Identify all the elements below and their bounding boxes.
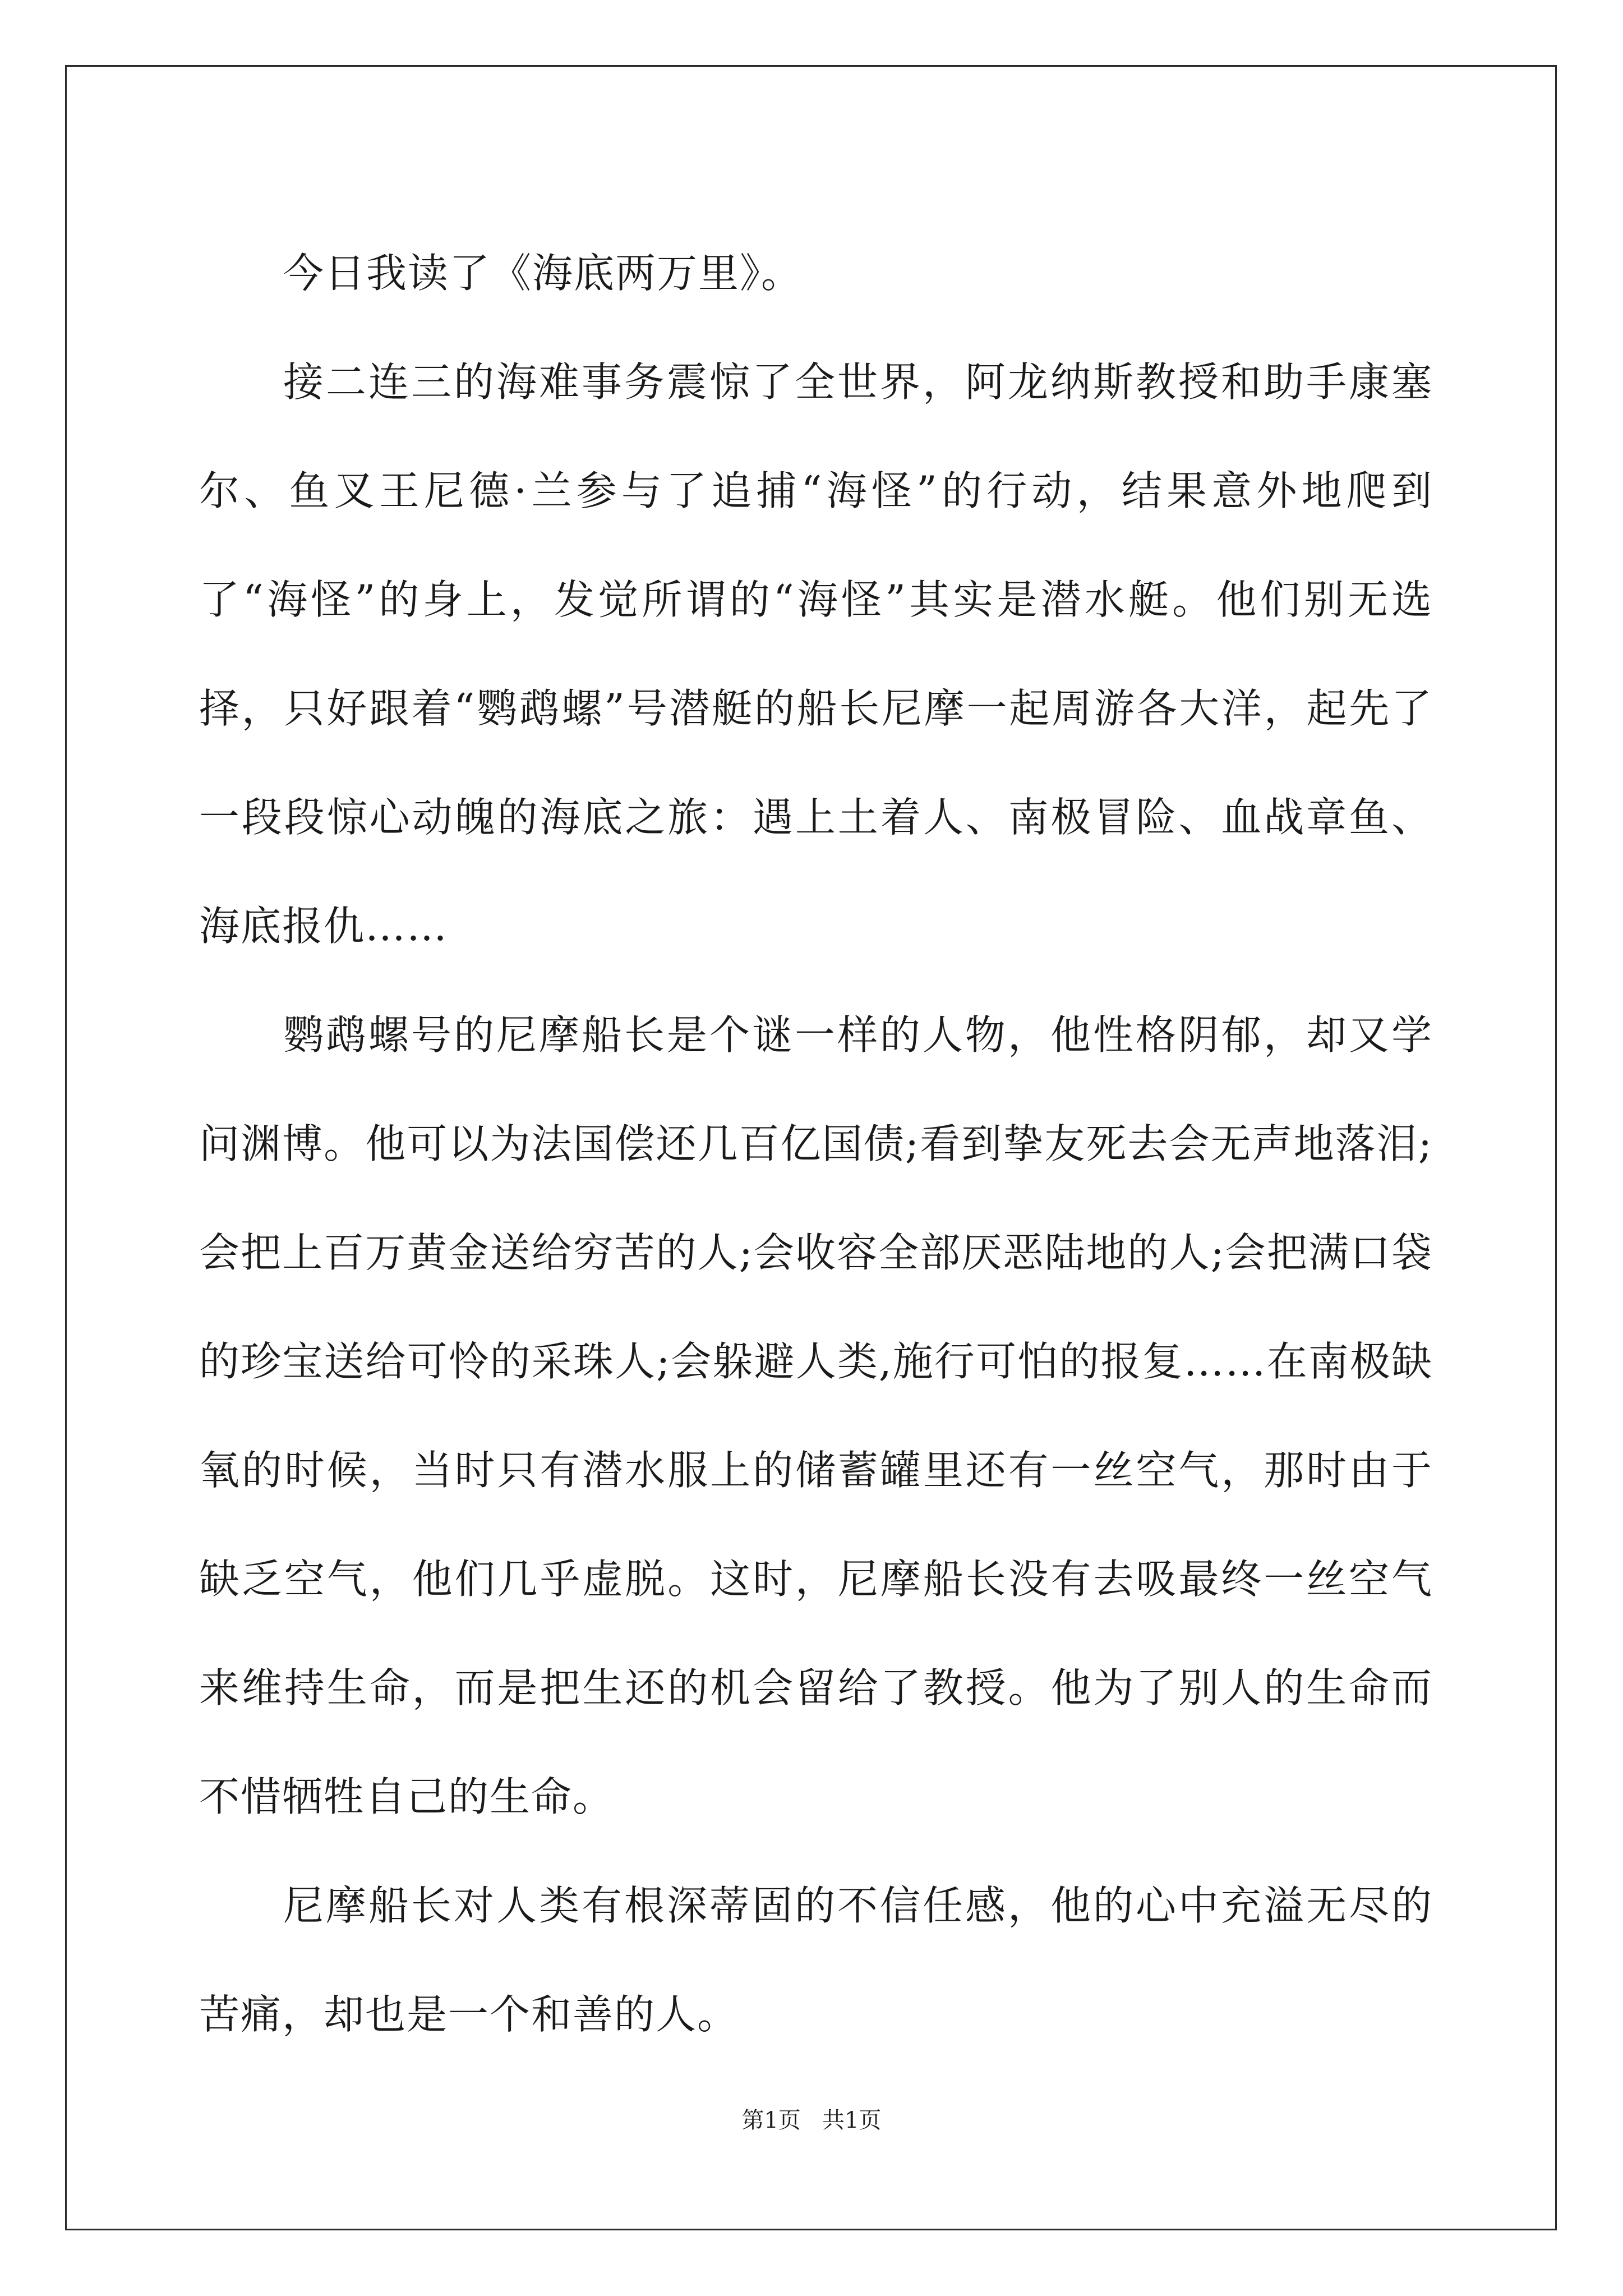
page-number-footer: 第1页 共1页 <box>741 2108 882 2133</box>
paragraph-intro: 今日我读了《海底两万里》。 <box>283 250 803 297</box>
paragraph-conclusion: 尼摩船长对人类有根深蒂固的不信任感，他的心中充溢无尽的苦痛，却也是一个和善的人。 <box>199 1882 1433 2038</box>
paragraph-captain-nemo: 鹦鹉螺号的尼摩船长是个谜一样的人物，他性格阴郁，却又学问渊博。他可以为法国偿还几百亿国债;看到挚友死去会无声地落泪;会把上百万黄金送给穷苦的人;会收容全部厌恶陆地的人;会把满口袋的珍宝送给可怜的采珠人;会躲避人类,施行可怕的报复……在南极缺氧的时候，当时只有潜水服上的储蓄罐里还有一丝空气，那时由于缺乏空气，他们几乎虚脱。这时，尼摩船长没有去吸最终一丝空气来维持生命，而是把生还的机会留给了教授。他为了别人的生命而不惜牺牲自己的生命。 <box>199 1011 1433 1820</box>
paragraph-plot-summary: 接二连三的海难事务震惊了全世界，阿龙纳斯教授和助手康塞尔、鱼叉王尼德·兰参与了追捕“海怪”的行动，结果意外地爬到了“海怪”的身上，发觉所谓的“海怪”其实是潜水艇。他们别无选择，只好跟着“鹦鹉螺”号潜艇的船长尼摩一起周游各大洋，起先了一段段惊心动魄的海底之旅：遇上土着人、南极冒险、血战章鱼、海底报仇…… <box>199 358 1433 950</box>
document-body <box>199 219 1433 2069</box>
